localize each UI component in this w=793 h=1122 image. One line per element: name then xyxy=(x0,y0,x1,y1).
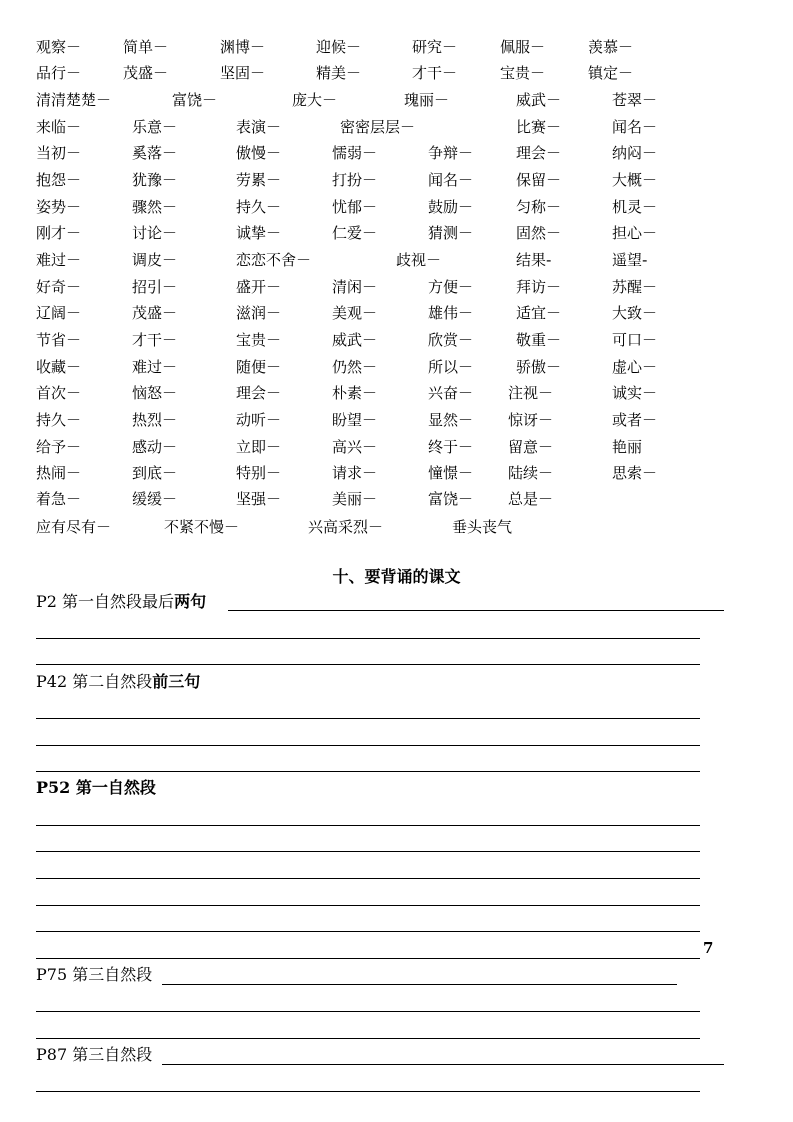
vocab-word: 垂头丧气 xyxy=(452,518,513,536)
vocab-word: 精美－ xyxy=(316,64,362,82)
blank-line xyxy=(36,664,700,665)
vocab-word: 迎候－ xyxy=(316,38,362,56)
vocab-word: 好奇－ xyxy=(36,278,82,296)
vocab-word: 显然－ xyxy=(428,411,474,429)
blank-line xyxy=(36,638,700,639)
vocab-word: 威武－ xyxy=(516,91,562,109)
vocab-word: 理会－ xyxy=(236,384,282,402)
vocab-word: 憧憬－ xyxy=(428,464,474,482)
vocab-word: 诚挚－ xyxy=(236,224,282,242)
vocab-word: 持久－ xyxy=(36,411,82,429)
vocab-word: 闻名－ xyxy=(612,118,658,136)
vocab-word: 抱怨－ xyxy=(36,171,82,189)
vocab-word: 朴素－ xyxy=(332,384,378,402)
vocab-word: 招引－ xyxy=(132,278,178,296)
vocab-word: 表演－ xyxy=(236,118,282,136)
vocab-word: 难过－ xyxy=(36,251,82,269)
vocab-word: 热闹－ xyxy=(36,464,82,482)
recite-label-p75: P75 第三自然段 xyxy=(36,965,153,984)
vocab-word: 调皮－ xyxy=(132,251,178,269)
vocab-word: 节省－ xyxy=(36,331,82,349)
vocab-word: 鼓励－ xyxy=(428,198,474,216)
vocab-word: 忧郁－ xyxy=(332,198,378,216)
vocab-word: 佩服－ xyxy=(500,38,546,56)
vocab-word: 立即－ xyxy=(236,438,282,456)
vocab-word: 纳闷－ xyxy=(612,144,658,162)
vocab-word: 不紧不慢－ xyxy=(164,518,240,536)
blank-line xyxy=(162,984,677,985)
vocab-word: 诚实－ xyxy=(612,384,658,402)
vocab-word: 感动－ xyxy=(132,438,178,456)
vocab-word: 理会－ xyxy=(516,144,562,162)
vocab-word: 惊讶－ xyxy=(508,411,554,429)
section-title: 十、要背诵的课文 xyxy=(332,567,461,586)
vocab-word: 威武－ xyxy=(332,331,378,349)
vocab-word: 机灵－ xyxy=(612,198,658,216)
recite-label-p42: P42 第二自然段前三句 xyxy=(36,672,201,691)
vocab-word: 高兴－ xyxy=(332,438,378,456)
vocab-word: 傲慢－ xyxy=(236,144,282,162)
vocab-word: 适宜－ xyxy=(516,304,562,322)
vocab-word: 渊博－ xyxy=(220,38,266,56)
vocab-word: 热烈－ xyxy=(132,411,178,429)
vocab-word: 苏醒－ xyxy=(612,278,658,296)
vocab-word: 富饶－ xyxy=(428,490,474,508)
vocab-word: 艳丽 xyxy=(612,438,643,456)
vocab-word: 首次－ xyxy=(36,384,82,402)
vocab-word: 兴奋－ xyxy=(428,384,474,402)
vocab-word: 仍然－ xyxy=(332,358,378,376)
vocab-word: 宝贵－ xyxy=(236,331,282,349)
vocab-word: 大概－ xyxy=(612,171,658,189)
vocab-word: 骄傲－ xyxy=(516,358,562,376)
vocab-word: 美观－ xyxy=(332,304,378,322)
vocab-word: 猜测－ xyxy=(428,224,474,242)
vocab-word: 懦弱－ xyxy=(332,144,378,162)
vocab-word: 闻名－ xyxy=(428,171,474,189)
recite-label-p2: P2 第一自然段最后两句 xyxy=(36,592,207,611)
vocab-word: 结果- xyxy=(516,251,552,269)
vocab-word: 羡慕－ xyxy=(588,38,634,56)
vocab-word: 持久－ xyxy=(236,198,282,216)
vocab-word: 坚强－ xyxy=(236,490,282,508)
vocab-word: 歧视－ xyxy=(396,251,442,269)
vocab-word: 大致－ xyxy=(612,304,658,322)
blank-line xyxy=(36,718,700,719)
vocab-word: 苍翠－ xyxy=(612,91,658,109)
vocab-word: 请求－ xyxy=(332,464,378,482)
blank-line xyxy=(36,825,700,826)
vocab-word: 密密层层－ xyxy=(340,118,416,136)
vocab-word: 劳累－ xyxy=(236,171,282,189)
vocab-word: 清闲－ xyxy=(332,278,378,296)
vocab-word: 骤然－ xyxy=(132,198,178,216)
vocab-word: 乐意－ xyxy=(132,118,178,136)
vocab-word: 盛开－ xyxy=(236,278,282,296)
vocab-word: 辽阔－ xyxy=(36,304,82,322)
vocab-word: 遥望- xyxy=(612,251,648,269)
vocab-word: 庞大－ xyxy=(292,91,338,109)
blank-line xyxy=(36,905,700,906)
vocab-word: 欣赏－ xyxy=(428,331,474,349)
vocab-word: 恼怒－ xyxy=(132,384,178,402)
vocab-word: 才干－ xyxy=(412,64,458,82)
vocab-word: 保留－ xyxy=(516,171,562,189)
recite-label-p52: P52 第一自然段 xyxy=(36,778,156,797)
vocab-word: 方便－ xyxy=(428,278,474,296)
vocab-word: 打扮－ xyxy=(332,171,378,189)
vocab-word: 奚落－ xyxy=(132,144,178,162)
vocab-word: 特别－ xyxy=(236,464,282,482)
vocab-word: 留意－ xyxy=(508,438,554,456)
vocab-word: 观察－ xyxy=(36,38,82,56)
vocab-word: 注视－ xyxy=(508,384,554,402)
vocab-word: 简单－ xyxy=(123,38,169,56)
blank-line xyxy=(228,610,724,611)
vocab-word: 当初－ xyxy=(36,144,82,162)
vocab-word: 固然－ xyxy=(516,224,562,242)
blank-line xyxy=(36,1038,700,1039)
vocab-word: 清清楚楚－ xyxy=(36,91,112,109)
vocab-word: 瑰丽－ xyxy=(404,91,450,109)
vocab-word: 姿势－ xyxy=(36,198,82,216)
blank-line xyxy=(36,851,700,852)
vocab-word: 思索－ xyxy=(612,464,658,482)
vocab-word: 敬重－ xyxy=(516,331,562,349)
vocab-word: 讨论－ xyxy=(132,224,178,242)
vocab-word: 雄伟－ xyxy=(428,304,474,322)
vocab-word: 犹豫－ xyxy=(132,171,178,189)
vocab-word: 所以－ xyxy=(428,358,474,376)
vocab-word: 匀称－ xyxy=(516,198,562,216)
vocab-word: 兴高采烈－ xyxy=(308,518,384,536)
vocab-word: 动听－ xyxy=(236,411,282,429)
blank-line xyxy=(36,958,700,959)
vocab-word: 来临－ xyxy=(36,118,82,136)
page-number: 7 xyxy=(703,939,714,957)
vocab-word: 虚心－ xyxy=(612,358,658,376)
vocab-word: 富饶－ xyxy=(172,91,218,109)
blank-line xyxy=(36,745,700,746)
vocab-word: 镇定－ xyxy=(588,64,634,82)
vocab-word: 着急－ xyxy=(36,490,82,508)
recite-label-p87: P87 第三自然段 xyxy=(36,1045,153,1064)
vocab-word: 到底－ xyxy=(132,464,178,482)
vocab-word: 难过－ xyxy=(132,358,178,376)
vocab-word: 可口－ xyxy=(612,331,658,349)
vocab-word: 缓缓－ xyxy=(132,490,178,508)
vocab-word: 美丽－ xyxy=(332,490,378,508)
vocab-word: 或者－ xyxy=(612,411,658,429)
vocab-word: 担心－ xyxy=(612,224,658,242)
vocab-word: 刚才－ xyxy=(36,224,82,242)
blank-line xyxy=(36,771,700,772)
blank-line xyxy=(36,1091,700,1092)
vocab-word: 茂盛－ xyxy=(132,304,178,322)
vocab-word: 盼望－ xyxy=(332,411,378,429)
vocab-word: 才干－ xyxy=(132,331,178,349)
blank-line xyxy=(36,1011,700,1012)
vocab-word: 陆续－ xyxy=(508,464,554,482)
vocab-word: 终于－ xyxy=(428,438,474,456)
vocab-word: 品行－ xyxy=(36,64,82,82)
vocab-word: 坚固－ xyxy=(220,64,266,82)
blank-line xyxy=(162,1064,724,1065)
vocab-word: 总是－ xyxy=(508,490,554,508)
vocab-word: 随便－ xyxy=(236,358,282,376)
vocab-word: 收藏－ xyxy=(36,358,82,376)
blank-line xyxy=(36,878,700,879)
vocab-word: 争辩－ xyxy=(428,144,474,162)
vocab-word: 拜访－ xyxy=(516,278,562,296)
vocab-word: 宝贵－ xyxy=(500,64,546,82)
vocab-word: 研究－ xyxy=(412,38,458,56)
vocab-word: 滋润－ xyxy=(236,304,282,322)
vocab-word: 仁爱－ xyxy=(332,224,378,242)
vocab-word: 恋恋不舍－ xyxy=(236,251,312,269)
vocab-word: 茂盛－ xyxy=(123,64,169,82)
vocab-word: 给予－ xyxy=(36,438,82,456)
vocab-word: 比赛－ xyxy=(516,118,562,136)
blank-line xyxy=(36,931,700,932)
vocab-word: 应有尽有－ xyxy=(36,518,112,536)
